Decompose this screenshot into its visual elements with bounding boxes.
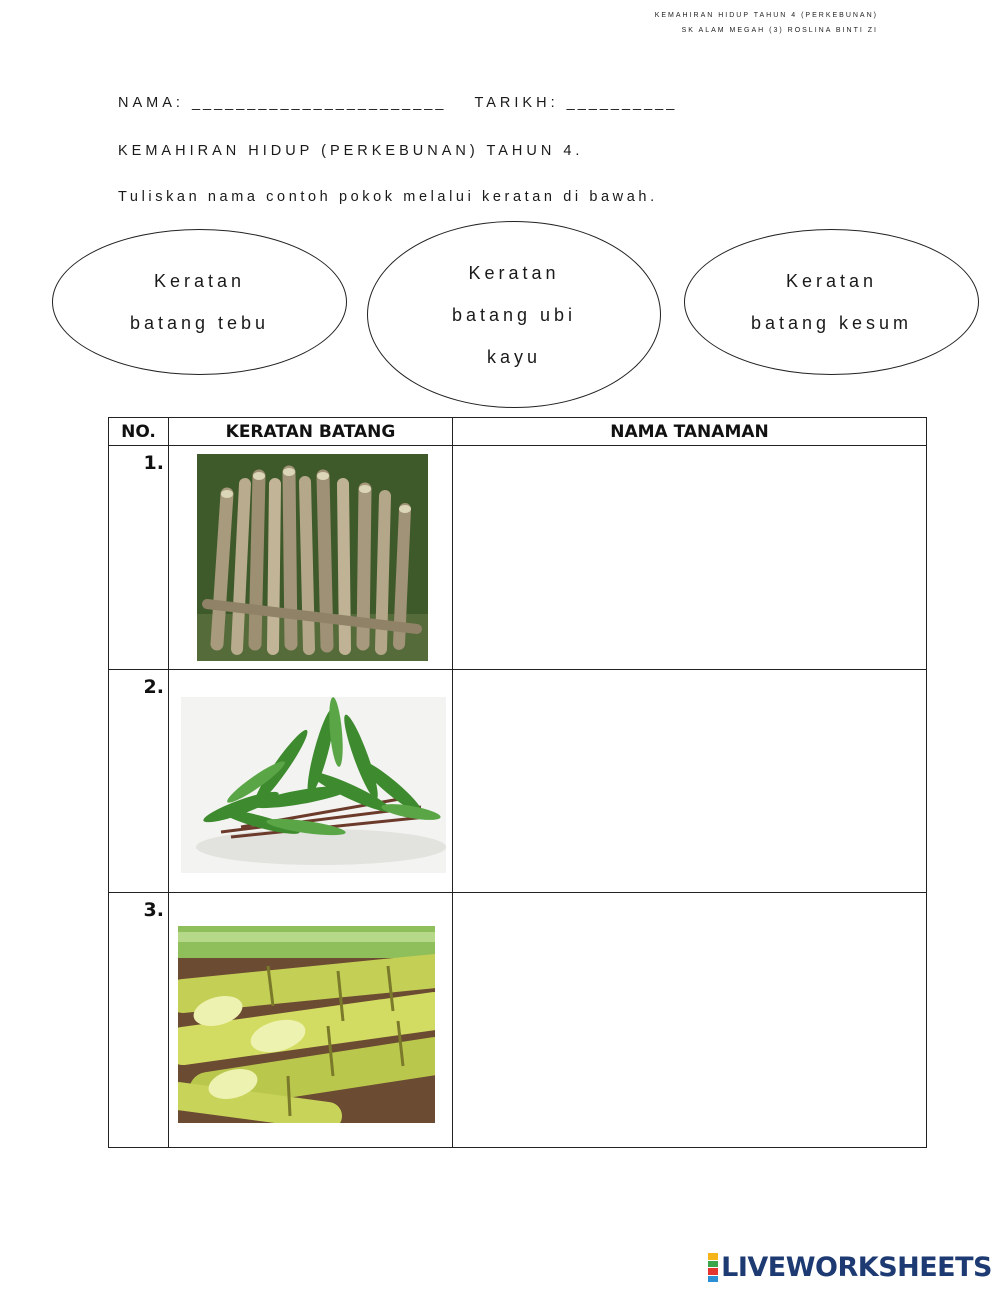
option-2-line-2: batang ubi [451,304,577,325]
logo-blocks-icon [708,1253,718,1282]
table-row [109,893,927,1148]
header-nama-tanaman: NAMA TANAMAN [453,418,927,446]
option-1-line-1: Keratan [153,271,246,291]
name-date-row [118,95,677,111]
tarikh-blank[interactable]: __________ [566,95,678,111]
option-bubble-1[interactable] [52,229,347,375]
nama-label: NAMA: [118,95,184,111]
instruction: Tuliskan nama contoh pokok melalui keratan di bawah. [118,189,658,205]
liveworksheets-logo [708,1252,992,1283]
image-cell [169,446,453,670]
option-1-line-2: batang tebu [129,313,270,333]
table-row [109,446,927,670]
option-3-line-1: Keratan [785,271,878,291]
answer-table [108,417,927,1148]
table-row [109,670,927,893]
option-2-line-3: kayu [486,346,542,367]
answer-cell-1[interactable] [453,446,927,670]
logo-text: LIVEWORKSHEETS [721,1252,992,1283]
option-2-line-1: Keratan [468,262,560,283]
row-number: 3. [109,893,169,1148]
option-bubble-2[interactable] [367,221,661,408]
header-keratan-batang: KERATAN BATANG [169,418,453,446]
image-cell [169,893,453,1148]
row-number: 1. [109,446,169,670]
kesum-herb-image [181,697,446,873]
answer-cell-2[interactable] [453,670,927,893]
option-3-line-2: batang kesum [750,313,913,333]
image-cell [169,670,453,893]
nama-blank[interactable]: _______________________ [191,95,447,111]
answer-cell-3[interactable] [453,893,927,1148]
sugarcane-image [178,926,435,1123]
header-no: NO. [109,418,169,446]
header-line-1: KEMAHIRAN HIDUP TAHUN 4 (PERKEBUNAN) [654,12,878,19]
cassava-cuttings-image [197,454,428,661]
row-number: 2. [109,670,169,893]
option-bubble-3[interactable] [684,229,979,375]
tarikh-label: TARIKH: [474,95,559,111]
table-header-row [109,418,927,446]
worksheet-title: KEMAHIRAN HIDUP (PERKEBUNAN) TAHUN 4. [118,143,584,159]
header-line-2: SK ALAM MEGAH (3) ROSLINA BINTI ZI [681,27,878,34]
